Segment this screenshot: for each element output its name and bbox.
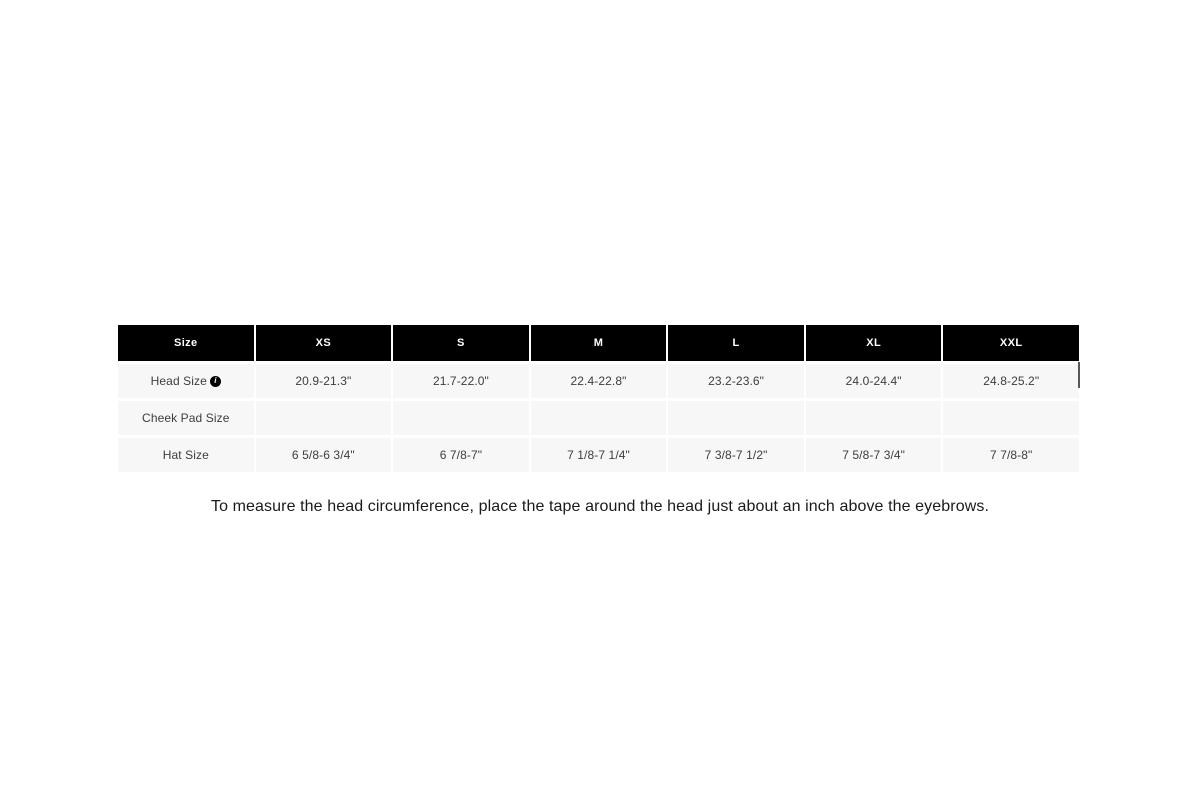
row-label-text: Hat Size (162, 448, 209, 462)
size-value-cell: 20.9-21.3" (256, 364, 392, 398)
size-value-cell (806, 401, 942, 435)
size-value-cell: 24.0-24.4" (806, 364, 942, 398)
size-value-cell: 7 5/8-7 3/4" (806, 438, 942, 472)
column-header-size: Size (118, 325, 254, 361)
column-header-xxl: XXL (943, 325, 1079, 361)
size-value-cell: 6 7/8-7" (393, 438, 529, 472)
row-label-text: Cheek Pad Size (142, 411, 230, 425)
column-header-l: L (668, 325, 804, 361)
size-value-cell (256, 401, 392, 435)
size-value-cell (943, 401, 1079, 435)
column-header-xs: XS (256, 325, 392, 361)
size-value-cell: 7 3/8-7 1/2" (668, 438, 804, 472)
text-caret (1078, 362, 1080, 388)
row-label-hat-size (118, 438, 254, 472)
column-header-m: M (531, 325, 667, 361)
size-chart (118, 325, 1079, 472)
row-label-text: Head Size (150, 374, 207, 388)
size-value-cell (393, 401, 529, 435)
size-value-cell: 23.2-23.6" (668, 364, 804, 398)
info-icon[interactable]: i (210, 376, 221, 387)
column-header-s: S (393, 325, 529, 361)
size-value-cell (668, 401, 804, 435)
column-header-xl: XL (806, 325, 942, 361)
size-value-cell: 21.7-22.0" (393, 364, 529, 398)
size-value-cell: 24.8-25.2" (943, 364, 1079, 398)
row-label-head-size (118, 364, 254, 398)
row-label-cheek-pad-size (118, 401, 254, 435)
size-value-cell: 7 1/8-7 1/4" (531, 438, 667, 472)
size-value-cell: 22.4-22.8" (531, 364, 667, 398)
size-value-cell (531, 401, 667, 435)
measurement-instruction: To measure the head circumference, place the tape around the head just about an inch above the eyebrows. (210, 498, 989, 515)
size-value-cell: 6 5/8-6 3/4" (256, 438, 392, 472)
size-chart-grid (118, 325, 1079, 472)
size-value-cell: 7 7/8-8" (943, 438, 1079, 472)
